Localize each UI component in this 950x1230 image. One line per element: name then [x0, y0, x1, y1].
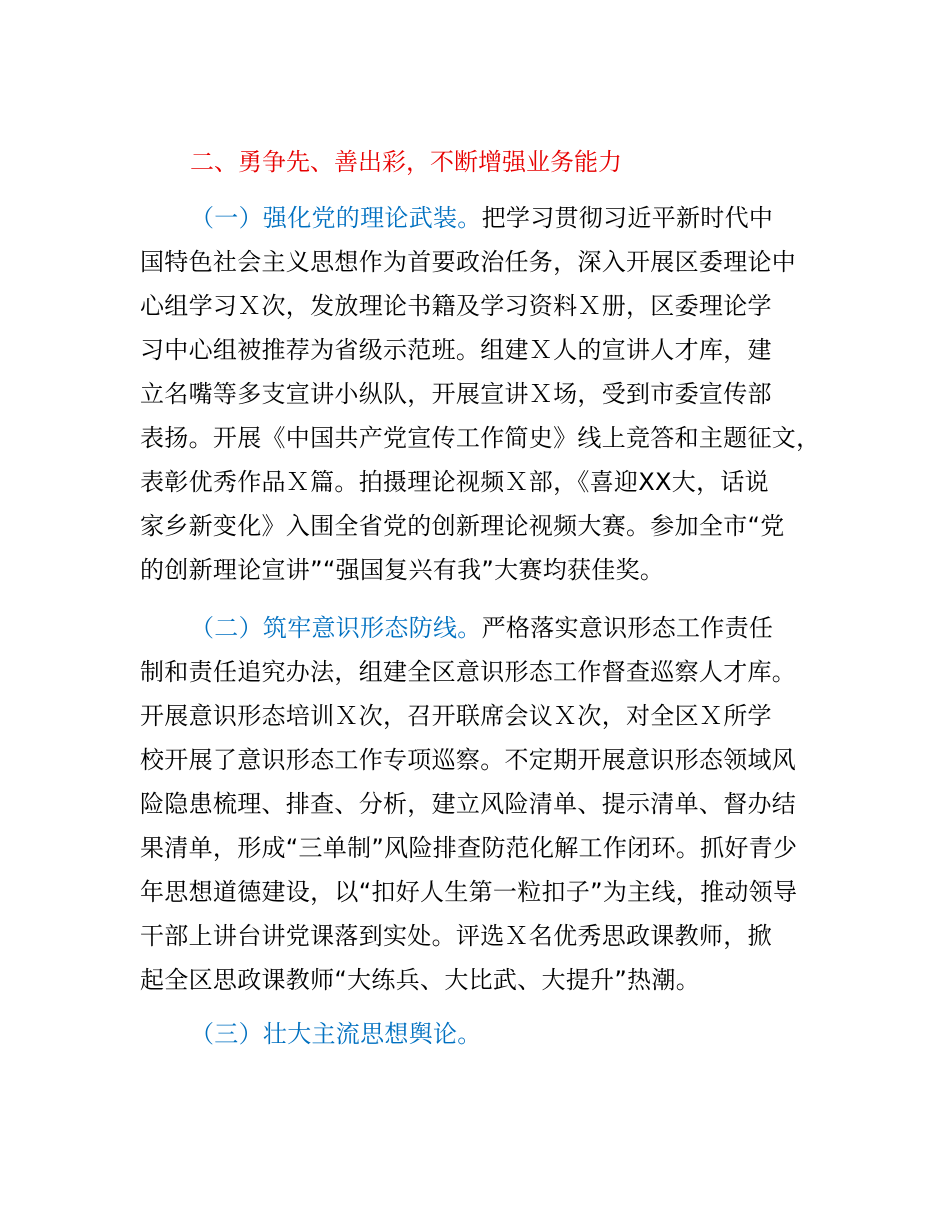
paragraph-theory [140, 196, 840, 592]
section-heading: 二、勇争先、善出彩，不断增强业务能力 [190, 148, 622, 176]
subsection-title: （三）壮大主流思想舆论。 [190, 1020, 482, 1048]
paragraph-line: 起全区思政课教师“大练兵、大比武、大提升”热潮。 [140, 966, 701, 994]
paragraph-line: 校开展了意识形态工作专项巡察。不定期开展意识形态领域风 [140, 746, 797, 774]
paragraph-public-opinion [140, 1012, 840, 1056]
paragraph-line: 立名嘴等多支宣讲小纵队，开展宣讲Ｘ场，受到市委宣传部 [140, 380, 772, 408]
paragraph-line: 家乡新变化》入围全省党的创新理论视频大赛。参加全市“党 [140, 512, 785, 540]
paragraph-line: 干部上讲台讲党课落到实处。评选Ｘ名优秀思政课教师，掀 [140, 922, 772, 950]
paragraph-line [140, 606, 840, 650]
subsection-title: （二）筑牢意识形态防线。 [190, 614, 482, 642]
paragraph-line: 开展意识形态培训Ｘ次，召开联席会议Ｘ次，对全区Ｘ所学 [140, 702, 772, 730]
paragraph-text: 严格落实意识形态工作责任 [481, 614, 774, 642]
paragraph-line: 险隐患梳理、排查、分析，建立风险清单、提示清单、督办结 [140, 790, 797, 818]
paragraph-line: 习中心组被推荐为省级示范班。组建Ｘ人的宣讲人才库，建 [140, 336, 772, 364]
subsection-title: （一）强化党的理论武装。 [190, 204, 482, 232]
paragraph-line: 国特色社会主义思想作为首要政治任务，深入开展区委理论中 [140, 248, 797, 276]
paragraph-line: 果清单，形成“三单制”风险排查防范化解工作闭环。抓好青少 [140, 834, 798, 862]
paragraph-line: 心组学习Ｘ次，发放理论书籍及学习资料Ｘ册，区委理论学 [140, 292, 772, 320]
paragraph-text: 把学习贯彻习近平新时代中 [481, 204, 774, 232]
paragraph-line: 的创新理论宣讲”“强国复兴有我”大赛均获佳奖。 [140, 556, 665, 584]
paragraph-line: 表彰优秀作品Ｘ篇。拍摄理论视频Ｘ部，《喜迎XX大，话说 [140, 468, 769, 496]
paragraph-line [140, 1012, 840, 1056]
paragraph-line: 表扬。开展《中国共产党宣传工作简史》线上竞答和主题征文， [140, 424, 821, 452]
paragraph-line [140, 196, 840, 240]
paragraph-line: 制和责任追究办法，组建全区意识形态工作督查巡察人才库。 [140, 658, 797, 686]
paragraph-line: 年思想道德建设，以“扣好人生第一粒扣子”为主线，推动领导 [140, 878, 798, 906]
paragraph-ideology [140, 606, 840, 1002]
